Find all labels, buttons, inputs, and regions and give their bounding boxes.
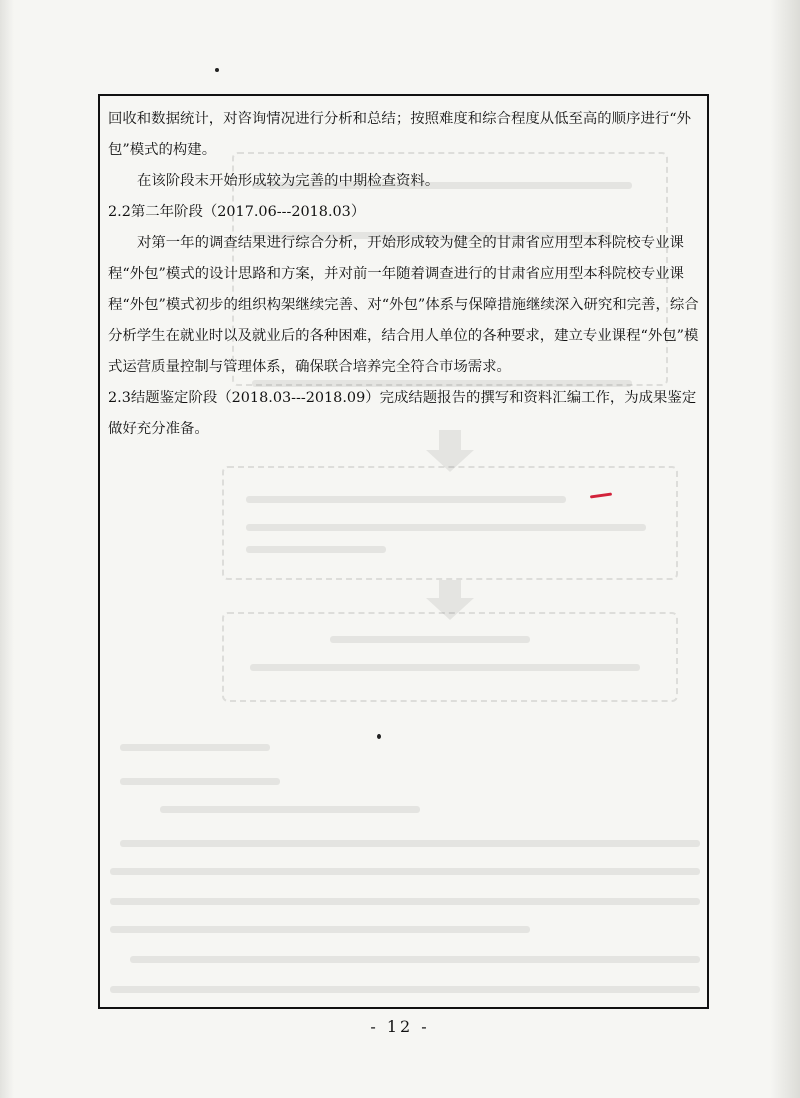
paragraph-continuation: 回收和数据统计，对咨询情况进行分析和总结；按照难度和综合程度从低至高的顺序进行“外包”模式的构建。 [108,111,691,158]
ink-speck [377,734,381,739]
page-number: - 12 - [370,1017,430,1036]
ink-speck [215,68,219,72]
document-body [108,104,702,445]
paragraph-midterm-materials: 在该阶段末开始形成较为完善的中期检查资料。 [137,173,440,189]
section-heading-2-3: 2.3结题鉴定阶段（2018.03---2018.09）完成结题报告的撰写和资料汇编工作，为成果鉴定做好充分准备。 [108,390,697,437]
paragraph-second-year: 对第一年的调查结果进行综合分析，开始形成较为健全的甘肃省应用型本科院校专业课程“外包”模式的设计思路和方案，并对前一年随着调查进行的甘肃省应用型本科院校专业课程“外包”模式初步的组织构架继续完善、对“外包”体系与保障措施继续深入研究和完善，综合分析学生在就业时以及就业后的各种困难，结合用人单位的各种要求，建立专业课程“外包”模式运营质量控制与管理体系，确保联合培养完全符合市场需求。 [108,235,699,375]
section-heading-2-2: 2.2第二年阶段（2017.06---2018.03） [108,204,366,220]
